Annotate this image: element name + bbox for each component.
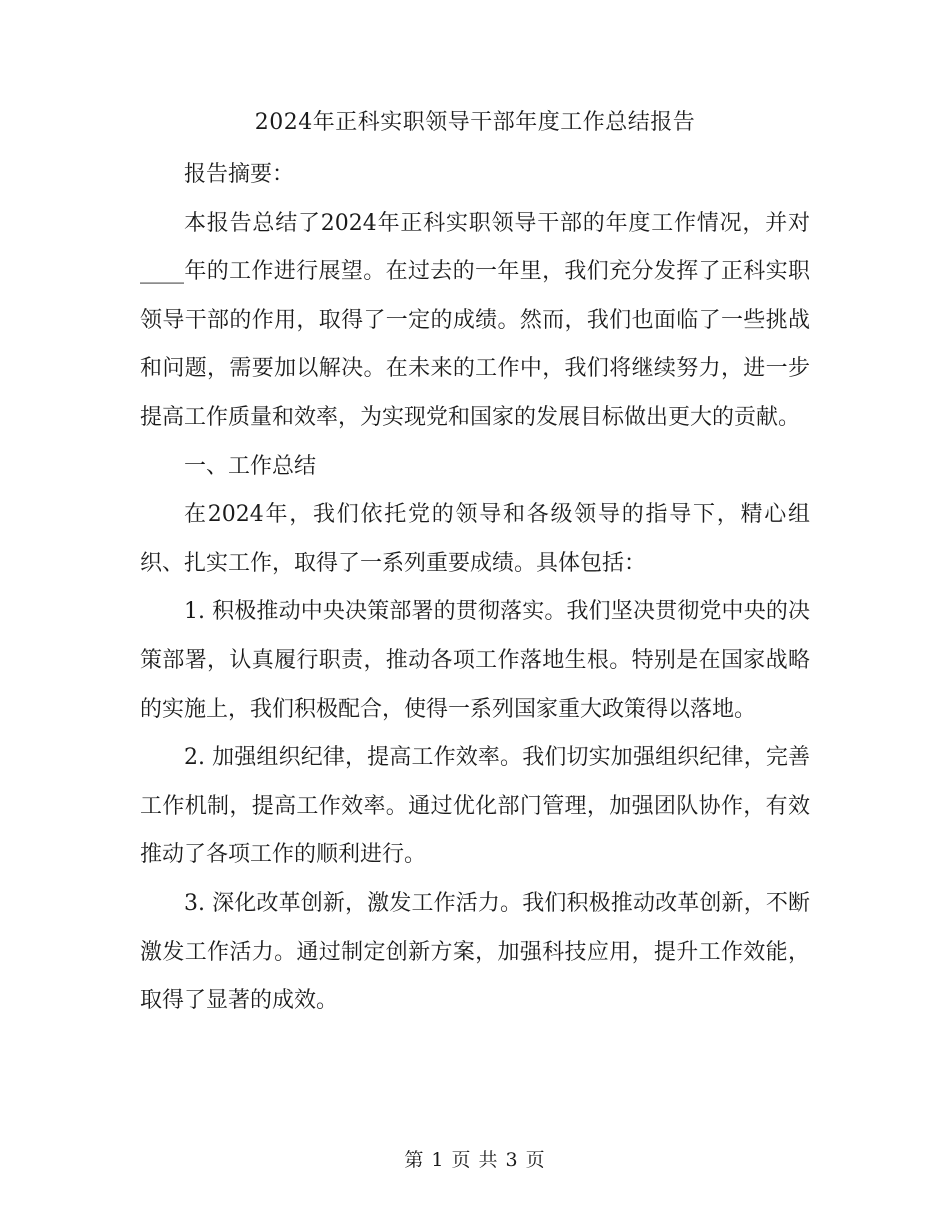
document-body [140, 151, 810, 1026]
paragraph-summary-heading: 报告摘要： [184, 162, 295, 187]
section-heading-work-summary: 一、工作总结 [184, 453, 317, 479]
paragraph-summary: 本报告总结了2024年正科实职领导干部的年度工作情况，并对____年的工作进行展望。在过去的一年里，我们充分发挥了正科实职领导干部的作用，取得了一定的成绩。然而，我们也面临了一些挑战和问题，需要加以解决。在未来的工作中，我们将继续努力，进一步提高工作质量和效率，为实现党和国家的发展目标做出更大的贡献。 [140, 210, 810, 430]
paragraph-intro: 在2024年，我们依托党的领导和各级领导的指导下，精心组织、扎实工作，取得了一系列重要成绩。具体包括： [140, 502, 810, 576]
document-title: 2024年正科实职领导干部年度工作总结报告 [254, 110, 696, 135]
list-item-3: 3. 深化改革创新，激发工作活力。我们积极推动改革创新，不断激发工作活力。通过制定创新方案，加强科技应用，提升工作效能，取得了显著的成效。 [140, 890, 810, 1014]
list-item-2: 2. 加强组织纪律，提高工作效率。我们切实加强组织纪律，完善工作机制，提高工作效率。通过优化部门管理，加强团队协作，有效推动了各项工作的顺利进行。 [140, 745, 810, 868]
list-item-1: 1. 积极推动中央决策部署的贯彻落实。我们坚决贯彻党中央的决策部署，认真履行职责，推动各项工作落地生根。特别是在国家战略的实施上，我们积极配合，使得一系列国家重大政策得以落地。 [140, 599, 810, 722]
page-footer: 第 1 页 共 3 页 [404, 1149, 546, 1171]
